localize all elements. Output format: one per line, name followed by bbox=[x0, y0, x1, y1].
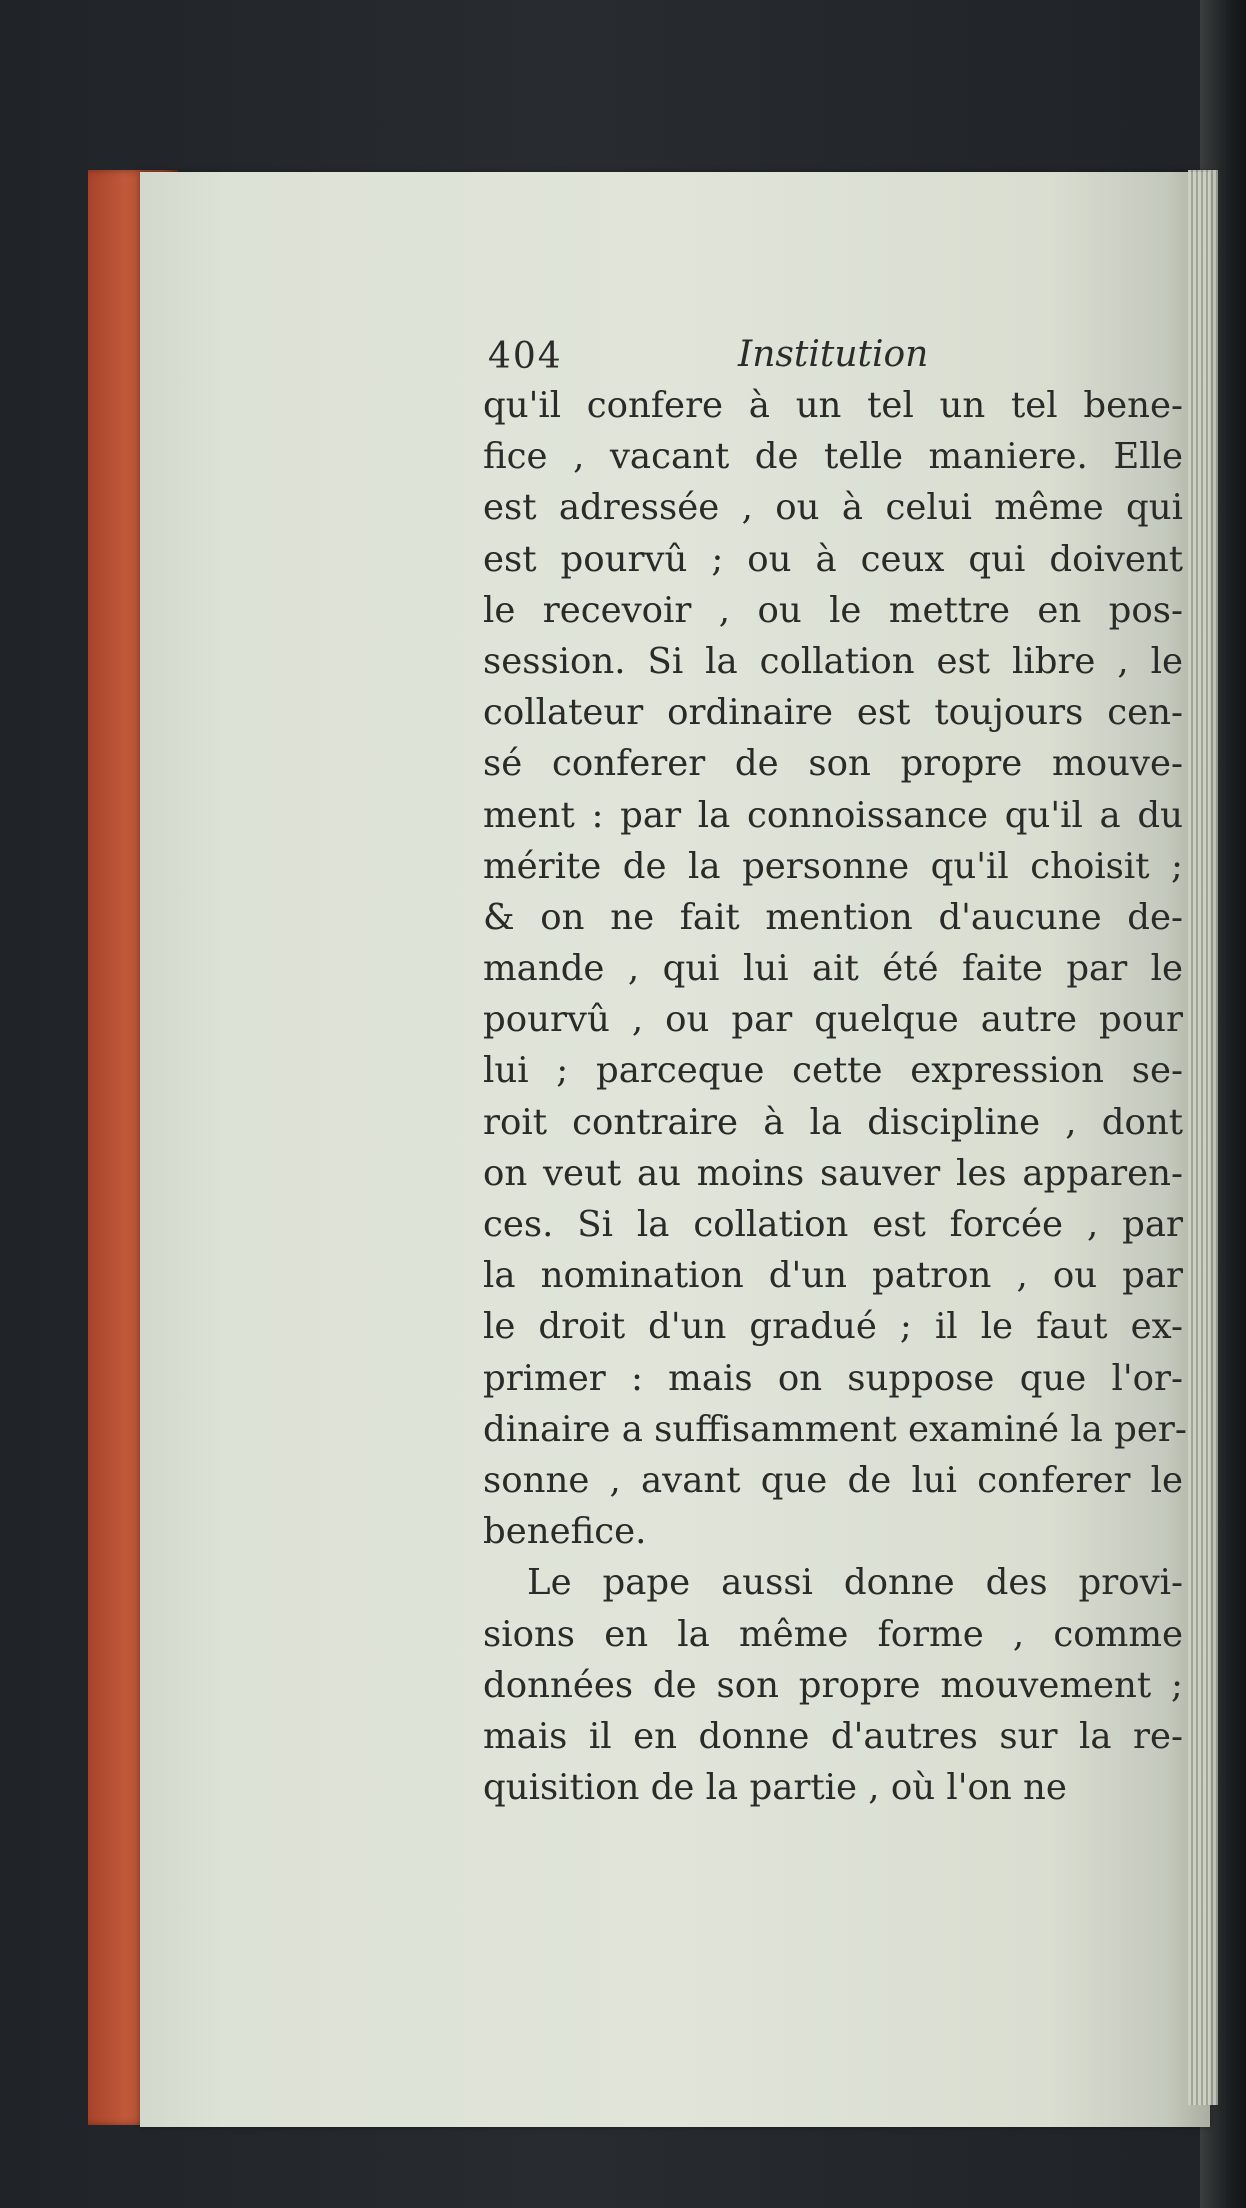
text-line: est pourvû ; ou à ceux qui doivent bbox=[483, 538, 1183, 580]
text-line: mérite de la personne qu'il choisit ; bbox=[483, 845, 1183, 887]
text-line: roit contraire à la discipline , dont bbox=[483, 1101, 1183, 1143]
text-line: benefice. bbox=[483, 1511, 647, 1553]
text-line: le droit d'un gradué ; il le faut ex- bbox=[483, 1306, 1183, 1348]
text-line: le recevoir , ou le mettre en pos- bbox=[483, 589, 1183, 631]
text-line: ces. Si la collation est forcée , par bbox=[483, 1204, 1183, 1245]
text-line: & on ne fait mention d'aucune de- bbox=[483, 896, 1183, 938]
text-line: ment : par la connoissance qu'il a du bbox=[483, 794, 1183, 836]
text-line: données de son propre mouvement ; bbox=[483, 1664, 1183, 1706]
text-line: collateur ordinaire est toujours cen- bbox=[483, 692, 1183, 734]
text-line: dinaire a suffisamment examiné la per- bbox=[483, 1408, 1187, 1450]
text-line: Le pape aussi donne des provi- bbox=[527, 1562, 1183, 1604]
page-stack-edge bbox=[1188, 170, 1218, 2105]
text-line: primer : mais on suppose que l'or- bbox=[483, 1357, 1183, 1399]
page-number: 404 bbox=[488, 336, 563, 377]
text-line: est adressée , ou à celui même qui bbox=[483, 487, 1183, 529]
running-title: Institution bbox=[738, 334, 929, 375]
text-line: sé conferer de son propre mouve- bbox=[483, 743, 1183, 785]
text-line: quisition de la partie , où l'on ne bbox=[483, 1767, 1067, 1809]
text-line: session. Si la collation est libre , le bbox=[483, 640, 1183, 682]
body-text bbox=[483, 380, 1187, 1813]
text-line: pourvû , ou par quelque autre pour bbox=[483, 999, 1183, 1041]
text-line: qu'il confere à un tel un tel bene- bbox=[483, 385, 1183, 426]
text-line: sonne , avant que de lui conferer le bbox=[483, 1459, 1183, 1501]
text-line: sions en la même forme , comme bbox=[483, 1613, 1183, 1655]
text-line: on veut au moins sauver les apparen- bbox=[483, 1152, 1183, 1194]
text-line: mande , qui lui ait été faite par le bbox=[483, 948, 1183, 990]
text-line: lui ; parceque cette expression se- bbox=[483, 1050, 1183, 1092]
text-line: fice , vacant de telle maniere. Elle bbox=[483, 436, 1183, 478]
text-line: mais il en donne d'autres sur la re- bbox=[483, 1715, 1183, 1757]
text-line: la nomination d'un patron , ou par bbox=[483, 1255, 1183, 1297]
